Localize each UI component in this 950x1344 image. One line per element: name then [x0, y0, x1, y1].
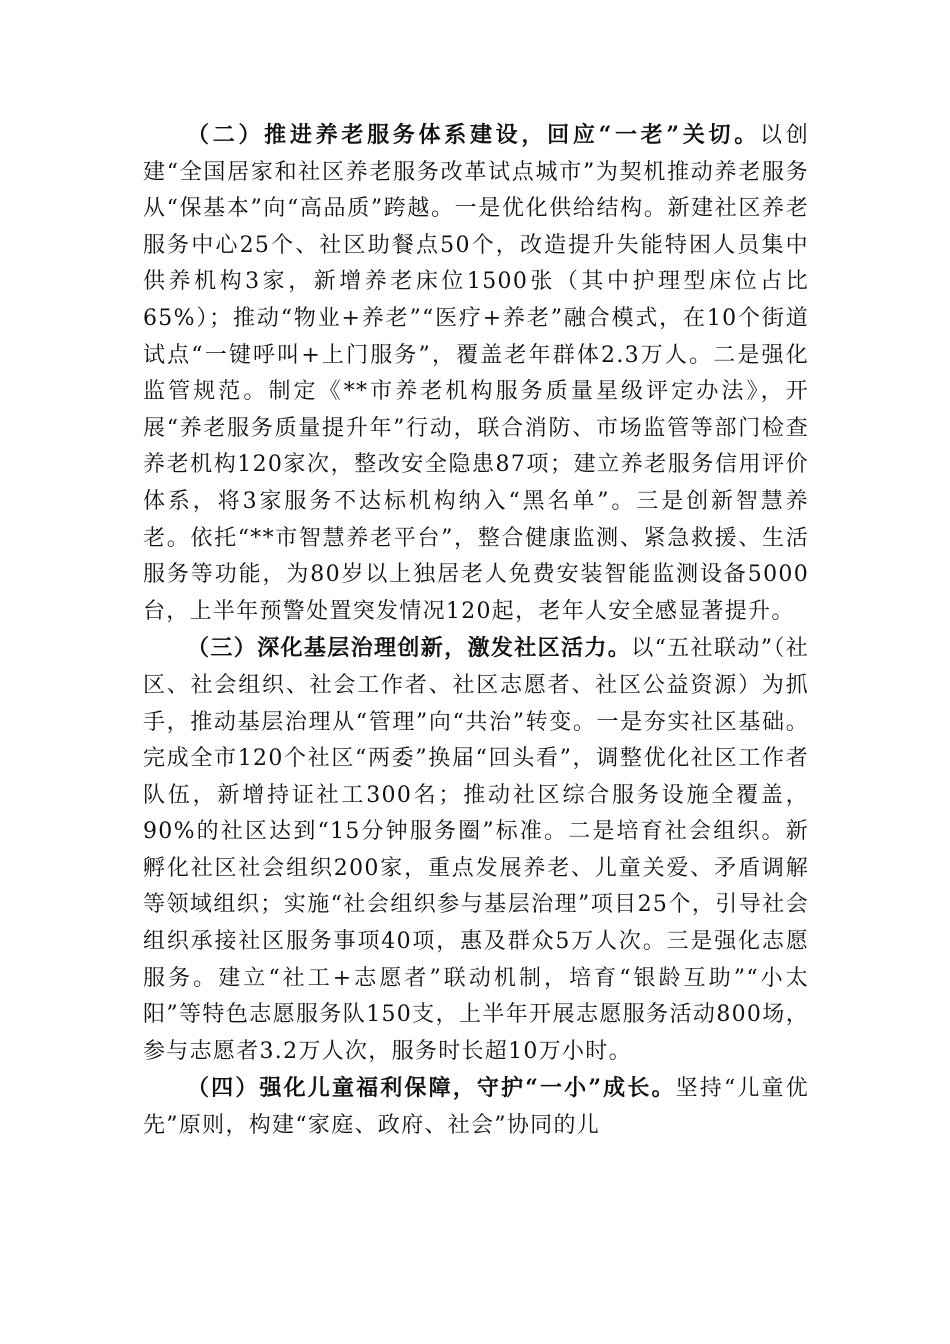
section-heading: （二）推进养老服务体系建设，回应“一老”关切。	[187, 122, 760, 148]
paragraph-child-welfare	[143, 1070, 809, 1144]
section-heading: （三）深化基层治理创新，激发社区活力。	[187, 635, 632, 662]
section-body: 坚持“儿童优先”原则，构建“家庭、政府、社会”协同的儿	[143, 1076, 809, 1139]
section-body: 以创建“全国居家和社区养老服务改革试点城市”为契机推动养老服务从“保基本”向“高品质”跨越。一是优化供给结构。新建社区养老服务中心25个、社区助餐点50个，改造提升失能特困人员集中供养机构3家，新增养老床位1500张（其中护理型床位占比65%）；推动“物业+养老”“医疗+养老”融合模式，在10个街道试点“一键呼叫+上门服务”，覆盖老年群体2.3万人。二是强化监管规范。制定《**市养老机构服务质量星级评定办法》，开展“养老服务质量提升年”行动，联合消防、市场监管等部门检查养老机构120家次，整改安全隐患87项；建立养老服务信用评价体系，将3家服务不达标机构纳入“黑名单”。三是创新智慧养老。依托“**市智慧养老平台”，整合健康监测、紧急救援、生活服务等功能，为80岁以上独居老人免费安装智能监测设备5000台，上半年预警处置突发情况120起，老年人安全感显著提升。	[143, 123, 809, 624]
document-body	[143, 117, 809, 1145]
section-heading: （四）强化儿童福利保障，守护“一小”成长。	[187, 1075, 676, 1102]
section-body: 以“五社联动”（社区、社会组织、社会工作者、社区志愿者、社区公益资源）为抓手，推动基层治理从“管理”向“共治”转变。一是夯实社区基础。完成全市120个社区“两委”换届“回头看”，调整优化社区工作者队伍，新增持证社工300名；推动社区综合服务设施全覆盖，90%的社区达到“15分钟服务圈”标准。二是培育社会组织。新孵化社区社会组织200家，重点发展养老、儿童关爱、矛盾调解等领域组织；实施“社会组织参与基层治理”项目25个，引导社会组织承接社区服务事项40项，惠及群众5万人次。三是强化志愿服务。建立“社工+志愿者”联动机制，培育“银龄互助”“小太阳”等特色志愿服务队150支，上半年开展志愿服务活动800场，参与志愿者3.2万人次，服务时长超10万小时。	[143, 636, 810, 1064]
paragraph-community-governance	[143, 630, 809, 1070]
paragraph-elderly-care	[143, 117, 809, 630]
